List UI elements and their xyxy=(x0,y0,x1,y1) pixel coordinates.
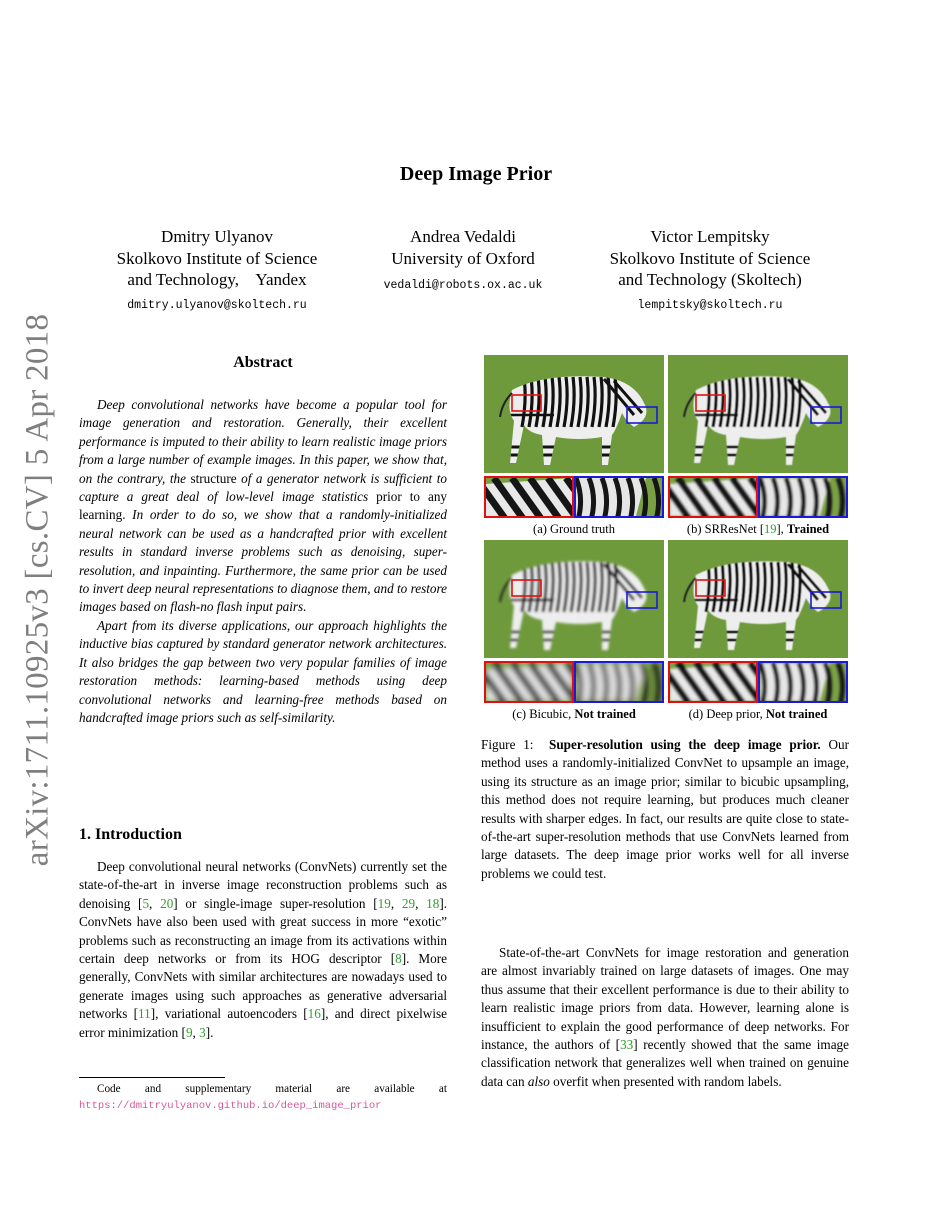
abstract-paragraph xyxy=(79,396,447,617)
zoom-crop-red xyxy=(484,476,574,518)
text-span: ] recently showed that the same image classification network that generalizes well when trained on genuine data can xyxy=(481,1037,849,1089)
citation-link[interactable]: 20 xyxy=(160,895,174,911)
zoom-crop-blue xyxy=(758,661,848,703)
zebra-image xyxy=(484,355,664,473)
text-span: ], variational autoencoders [ xyxy=(150,1006,308,1022)
text-span: prior to any learning. xyxy=(79,489,448,523)
text-span: ], and direct pixelwise error minimization [ xyxy=(79,1006,447,1040)
author-block-1 xyxy=(92,226,342,316)
figure-panel-deep-prior xyxy=(668,540,848,722)
footnote-url-link[interactable]: https://dmitryulyanov.github.io/deep_image_prior xyxy=(79,1100,382,1112)
arxiv-identifier: arXiv:1711.10925v3 [cs.CV] 5 Apr 2018 xyxy=(19,313,56,867)
author-name: Dmitry Ulyanov xyxy=(161,227,273,246)
author-affiliation: and Technology (Skoltech) xyxy=(618,270,802,289)
citation-link[interactable]: 8 xyxy=(395,951,402,967)
author-block-2 xyxy=(338,226,588,297)
paper-title: Deep Image Prior xyxy=(399,163,553,185)
zebra-image xyxy=(484,540,664,658)
author-block-3 xyxy=(585,226,835,316)
section-heading: 1. Introduction xyxy=(79,826,182,843)
footnote-rule xyxy=(79,1077,225,1078)
subfigure-caption: (b) SRResNet [19], Trained xyxy=(686,522,830,536)
subfigure-caption: (a) Ground truth xyxy=(533,522,615,536)
zebra-image xyxy=(668,355,848,473)
text-span: also xyxy=(527,1073,550,1089)
zoom-crop-red xyxy=(668,476,758,518)
figure-panel-bicubic xyxy=(484,540,664,722)
citation-link[interactable]: 9 xyxy=(185,1024,193,1040)
zoom-crop-blue xyxy=(758,476,848,518)
text-span: Deep convolutional networks have become a popular tool for image generation and restoration. Generally, their excellent performance is imputed to their ability to learn realistic image priors from a large number of example images. In this paper, we show that, on the contrary, the xyxy=(79,397,447,486)
zoom-crop-red xyxy=(668,661,758,703)
author-email[interactable]: dmitry.ulyanov@skoltech.ru xyxy=(127,298,307,312)
citation-link[interactable]: 19 xyxy=(377,895,391,911)
text-span: ]. More generally, ConvNets with similar architectures are nowadays used to generate images using such approaches as generative adversarial networks [ xyxy=(79,951,447,1022)
text-span: ] or single-image super-resolution [ xyxy=(173,895,378,911)
body-paragraph xyxy=(481,944,849,1091)
citation-link[interactable]: 29 xyxy=(401,895,416,911)
footnote-text: Code and supplementary material are available at xyxy=(97,1083,447,1095)
text-span: In order to do so, we show that a randomly-initialized neural network can be used as a handcrafted prior with excellent results in standard inverse problems such as denoising, super-resolution, and inpainting. Furthermore, the same prior can be used to invert deep neural representations to diagnose them, and to restore images based on flash-no flash input pairs. xyxy=(79,507,447,615)
figure-panel-ground-truth xyxy=(484,355,664,537)
text-span: of a generator network is sufficient to capture a great deal of low-level image statistics xyxy=(79,470,447,505)
citation-link[interactable]: 18 xyxy=(426,895,440,911)
citation-link[interactable]: 19 xyxy=(764,522,777,536)
text-span: ]. xyxy=(205,1024,214,1040)
text-span: State-of-the-art ConvNets for image restoration and generation are almost invariably trained on large datasets of images. One may thus assume that their excellent performance is due to their ability to learn realistic image priors from data. However, learning alone is insufficient to explain the good performance of deep networks. For instance, the authors of [ xyxy=(481,945,849,1053)
subfigure-caption: (d) Deep prior, Not trained xyxy=(688,707,828,721)
text-span: structure xyxy=(190,470,237,486)
figure-caption xyxy=(481,736,849,883)
citation-link[interactable]: 5 xyxy=(142,895,150,911)
author-email[interactable]: vedaldi@robots.ox.ac.uk xyxy=(383,279,543,292)
text-span: Figure 1: xyxy=(481,737,549,752)
citation-link[interactable]: 3 xyxy=(199,1024,206,1040)
text-span: Our method uses a randomly-initialized ConvNet to upsample an image, using its structure as an image prior; similar to bicubic upsampling, this method does not require learning, but produces much cleaner results with sharper edges. In fact, our results are quite close to state-of-the-art super-resolution methods that use ConvNets learned from large datasets. The deep image prior works well for all inverse problems we could test. xyxy=(481,737,849,881)
zoom-crop-red xyxy=(484,661,574,703)
author-affiliation: University of Oxford xyxy=(391,248,535,268)
citation-link[interactable]: 16 xyxy=(307,1006,321,1022)
author-affiliation: and Technology, Yandex xyxy=(127,270,307,289)
author-affiliation: Skolkovo Institute of Science xyxy=(116,248,318,268)
text-span: ]. ConvNets have also been used with great success in more “exotic” problems such as reconstructing an image from its activations within certain deep networks or from its HOG descriptor [ xyxy=(79,895,448,967)
text-span: Deep convolutional neural networks (ConvNets) currently set the state-of-the-art in inverse image reconstruction problems such as denoising [ xyxy=(79,859,447,911)
abstract-heading: Abstract xyxy=(233,354,293,371)
zoom-crop-blue xyxy=(574,661,664,703)
author-affiliation: Skolkovo Institute of Science xyxy=(609,248,811,268)
figure-panel-srresnet xyxy=(668,355,848,537)
zoom-crop-blue xyxy=(574,476,664,518)
author-name: Victor Lempitsky xyxy=(650,227,770,246)
subfigure-caption: (c) Bicubic, Not trained xyxy=(512,707,636,721)
intro-paragraph: Deep convolutional neural networks (ConvNets) currently set the state-of-the-art in inverse image reconstruction problems such as denoising [5, 20] or single-image super-resolution [19, 29, 18]. ConvNets have also been used with great success in more “exotic” problems such as reconstructing an image from its activations within certain deep networks or from its HOG descriptor [8]. More generally, ConvNets with similar architectures are nowadays used to generate images using such approaches as generative adversarial networks [11], variational autoencoders [16], and direct pixelwise error minimization [9, 3]. xyxy=(79,859,448,1040)
text-span: Super-resolution using the deep image prior. xyxy=(549,737,821,752)
abstract-paragraph: Apart from its diverse applications, our approach highlights the inductive bias captured by standard generator network architectures. It also bridges the gap between two very popular families of image restoration methods: learning-based methods using deep convolutional networks and learning-free methods based on handcrafted image priors such as self-similarity. xyxy=(79,617,447,725)
citation-link[interactable]: 33 xyxy=(620,1037,634,1053)
author-name: Andrea Vedaldi xyxy=(410,227,516,246)
author-email[interactable]: lempitsky@skoltech.ru xyxy=(637,298,783,312)
footnote xyxy=(79,1081,447,1114)
zebra-image xyxy=(668,540,848,658)
abstract-body xyxy=(79,396,447,727)
citation-link[interactable]: 11 xyxy=(138,1006,151,1022)
text-span: overfit when presented with random labels. xyxy=(549,1073,782,1089)
